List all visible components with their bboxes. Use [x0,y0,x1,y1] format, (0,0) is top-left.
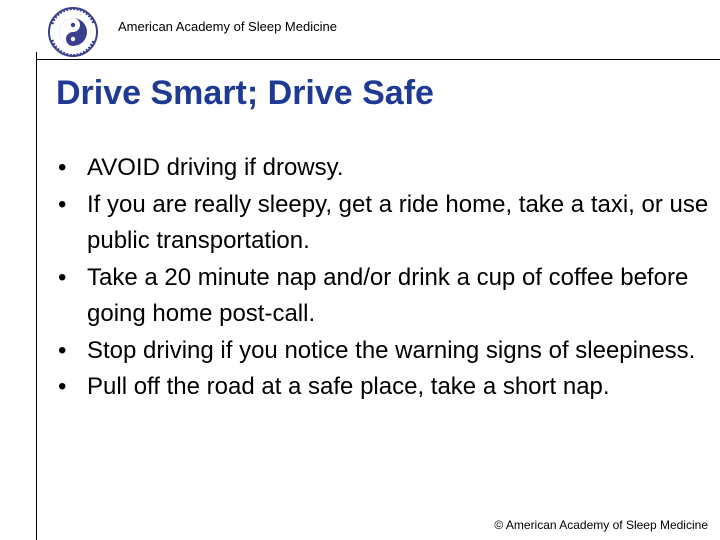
header-org-name: American Academy of Sleep Medicine [118,19,337,34]
bullet-item [58,187,718,260]
bullet-text: Take a 20 minute nap and/or drink a cup of coffee before going home post-call. [87,263,689,327]
bullet-text: AVOID driving if drowsy. [87,154,344,181]
bullet-item [58,260,718,333]
slide-title: Drive Smart; Drive Safe [56,74,434,112]
bullet-dot: • [58,154,67,181]
bullet-text: Pull off the road at a safe place, take a short nap. [87,373,610,400]
aasm-logo [42,6,104,58]
bullet-dot: • [58,190,67,218]
bullet-dot: • [58,263,67,291]
bullet-item [58,369,718,406]
bullet-text: Stop driving if you notice the warning signs of sleepiness. [87,336,696,364]
vertical-divider [36,52,37,540]
bullet-item [58,150,718,187]
bullet-dot: • [58,336,67,364]
bullet-list [58,150,718,406]
horizontal-divider [36,59,720,60]
bullet-text: If you are really sleepy, get a ride home, take a taxi, or use public transportation. [87,190,709,254]
footer-copyright: © American Academy of Sleep Medicine [494,518,708,532]
bullet-item [58,333,718,370]
bullet-dot: • [58,373,67,400]
